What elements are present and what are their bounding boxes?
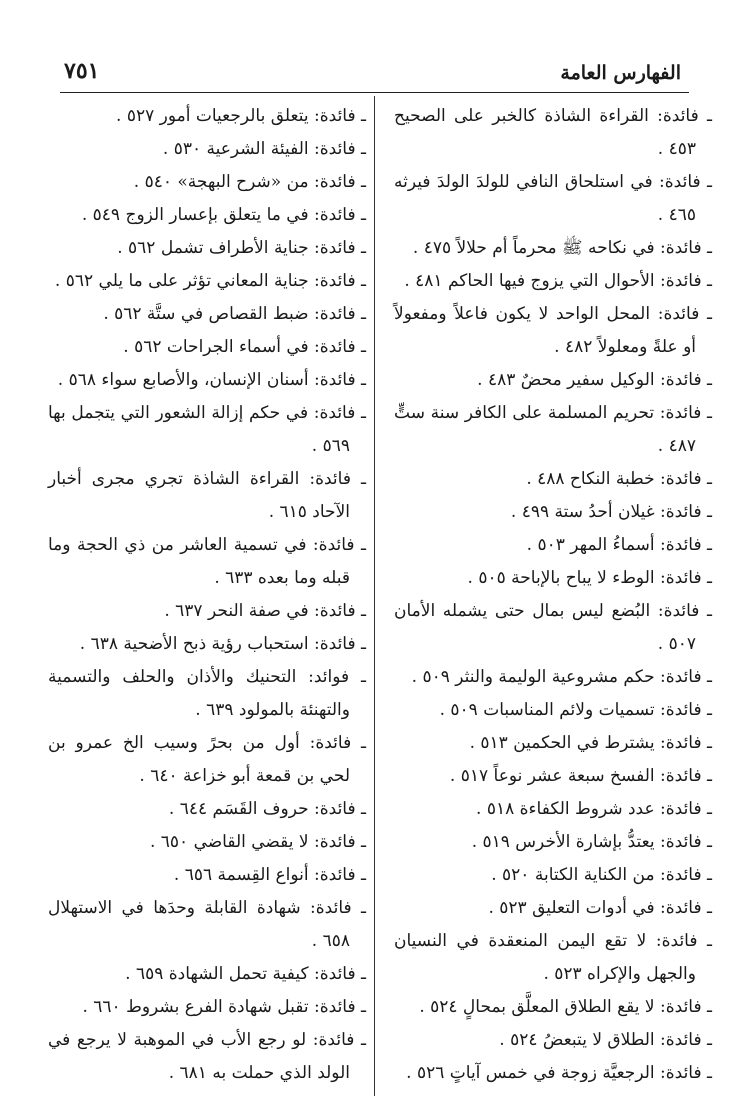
index-entry: ـ فائدة: كيفية تحمل الشهادة ٦٥٩ . bbox=[125, 964, 366, 984]
index-entry: ـ فائدة: استحباب رؤية ذبح الأضحية ٦٣٨ . bbox=[79, 634, 366, 654]
right-column bbox=[394, 100, 712, 1090]
index-entry: ـ فائدة: القراءة الشاذة تجري مجرى أخبار الآحاد ٦١٥ . bbox=[48, 469, 366, 522]
index-entry: ـ فائدة: أسنان الإنسان، والأصابع سواء ٥٦٨ . bbox=[57, 370, 366, 390]
index-entry: ـ فائدة: لو رجع الأب في الموهبة لا يرجع في الولد الذي حملت به ٦٨١ . bbox=[48, 1030, 366, 1083]
index-entry: ـ فائدة: من الكناية الكتابة ٥٢٠ . bbox=[491, 865, 712, 885]
index-entry: ـ فائدة: في حكم إزالة الشعور التي يتجمل بها ٥٦٩ . bbox=[48, 403, 366, 456]
index-entry: ـ فائدة: الطلاق لا يتبعضُ ٥٢٤ . bbox=[499, 1030, 712, 1050]
index-entry: ـ فائدة: عدد شروط الكفاءة ٥١٨ . bbox=[476, 799, 712, 819]
index-entry: ـ فائدة: يشترط في الحكمين ٥١٣ . bbox=[469, 733, 712, 753]
left-column bbox=[48, 100, 366, 1090]
index-entry: ـ فائدة: أنواع القِسمة ٦٥٦ . bbox=[173, 865, 366, 885]
index-entry: ـ فائدة: البُضع ليس بمال حتى يشمله الأمان ٥٠٧ . bbox=[394, 601, 712, 654]
index-entry: ـ فائدة: الوطء لا يباح بالإباحة ٥٠٥ . bbox=[467, 568, 712, 588]
index-entry: ـ فائدة: يعتدُّ بإشارة الأخرس ٥١٩ . bbox=[471, 832, 712, 852]
index-entry: ـ فائدة: جناية المعاني تؤثر على ما يلي ٥٦٢ . bbox=[54, 271, 366, 291]
index-entry: ـ فائدة: الفيئة الشرعية ٥٣٠ . bbox=[162, 139, 366, 159]
index-entry: ـ فائدة: الرجعيَّة زوجة في خمس آياتٍ ٥٢٦ . bbox=[406, 1063, 712, 1083]
index-entry: ـ فائدة: في أسماء الجراحات ٥٦٢ . bbox=[123, 337, 366, 357]
index-entry: ـ فائدة: القراءة الشاذة كالخبر على الصحيح ٤٥٣ . bbox=[394, 106, 712, 159]
index-entry: ـ فائدة: الأحوال التي يزوج فيها الحاكم ٤٨١ . bbox=[404, 271, 712, 291]
index-entry: ـ فائدة: في نكاحه ﷺ محرماً أم حلالاً ٤٧٥ . bbox=[412, 238, 712, 258]
index-entry: ـ فائدة: الفسخ سبعة عشر نوعاً ٥١٧ . bbox=[449, 766, 712, 786]
column-divider bbox=[374, 96, 375, 1096]
index-entry: ـ فائدة: الوكيل سفير محضٌ ٤٨٣ . bbox=[477, 370, 712, 390]
index-entry: ـ فائدة: يتعلق بالرجعيات أمور ٥٢٧ . bbox=[116, 106, 366, 126]
index-entry: ـ فائدة: لا يقع الطلاق المعلَّق بمحالٍ ٥٢٤ . bbox=[419, 997, 712, 1017]
index-entry: ـ فائدة: في استلحاق النافي للولدَ الولدَ فيرثه ٤٦٥ . bbox=[394, 172, 712, 225]
index-entry: ـ فائدة: ضبط القصاص في ستَّة ٥٦٢ . bbox=[103, 304, 366, 324]
index-entry: ـ فائدة: لا يقضي القاضي ٦٥٠ . bbox=[149, 832, 366, 852]
index-entry: ـ فائدة: لا تقع اليمن المنعقدة في النسيان والجهل والإكراه ٥٢٣ . bbox=[394, 931, 712, 984]
index-entry: ـ فائدة: تسميات ولائم المناسبات ٥٠٩ . bbox=[439, 700, 712, 720]
index-entry: ـ فائدة: المحل الواحد لا يكون فاعلاً ومفعولاً أو علةً ومعلولاً ٤٨٢ . bbox=[394, 304, 712, 357]
page-number: ٧٥١ bbox=[64, 58, 100, 84]
index-entry: ـ فائدة: في صفة النحر ٦٣٧ . bbox=[164, 601, 366, 621]
index-entry: ـ فائدة: تقبل شهادة الفرع بشروط ٦٦٠ . bbox=[82, 997, 366, 1017]
page-header bbox=[60, 58, 689, 93]
running-title: الفهارس العامة bbox=[560, 62, 681, 84]
index-entry: ـ فائدة: خطبة النكاح ٤٨٨ . bbox=[526, 469, 712, 489]
index-entry: ـ فائدة: أول من بحرً وسيب الخ عمرو بن لحي بن قمعة أبو خزاعة ٦٤٠ . bbox=[48, 733, 366, 786]
index-entry: ـ فائدة: في تسمية العاشر من ذي الحجة وما قبله وما بعده ٦٣٣ . bbox=[48, 535, 366, 588]
index-entry: ـ فائدة: غيلان أحدُ ستة ٤٩٩ . bbox=[510, 502, 712, 522]
index-entry: ـ فائدة: شهادة القابلة وحدَها في الاستهلال ٦٥٨ . bbox=[48, 898, 366, 951]
index-entry: ـ فائدة: من «شرح البهجة» ٥٤٠ . bbox=[133, 172, 366, 192]
index-entry: ـ فائدة: تحريم المسلمة على الكافر سنة ستٍّ ٤٨٧ . bbox=[394, 403, 712, 456]
index-entry: ـ فائدة: في ما يتعلق بإعسار الزوج ٥٤٩ . bbox=[81, 205, 366, 225]
index-entry: ـ فائدة: في أدوات التعليق ٥٢٣ . bbox=[488, 898, 712, 918]
index-entry: ـ فائدة: جناية الأطراف تشمل ٥٦٢ . bbox=[117, 238, 366, 258]
index-entry: ـ فائدة: حكم مشروعية الوليمة والنثر ٥٠٩ . bbox=[411, 667, 712, 687]
index-entry: ـ فائدة: أسماءُ المهر ٥٠٣ . bbox=[526, 535, 712, 555]
index-entry: ـ فائدة: حروف القَسَم ٦٤٤ . bbox=[168, 799, 366, 819]
index-entry: ـ فوائد: التحنيك والأذان والحلف والتسمية والتهنئة بالمولود ٦٣٩ . bbox=[48, 667, 366, 720]
